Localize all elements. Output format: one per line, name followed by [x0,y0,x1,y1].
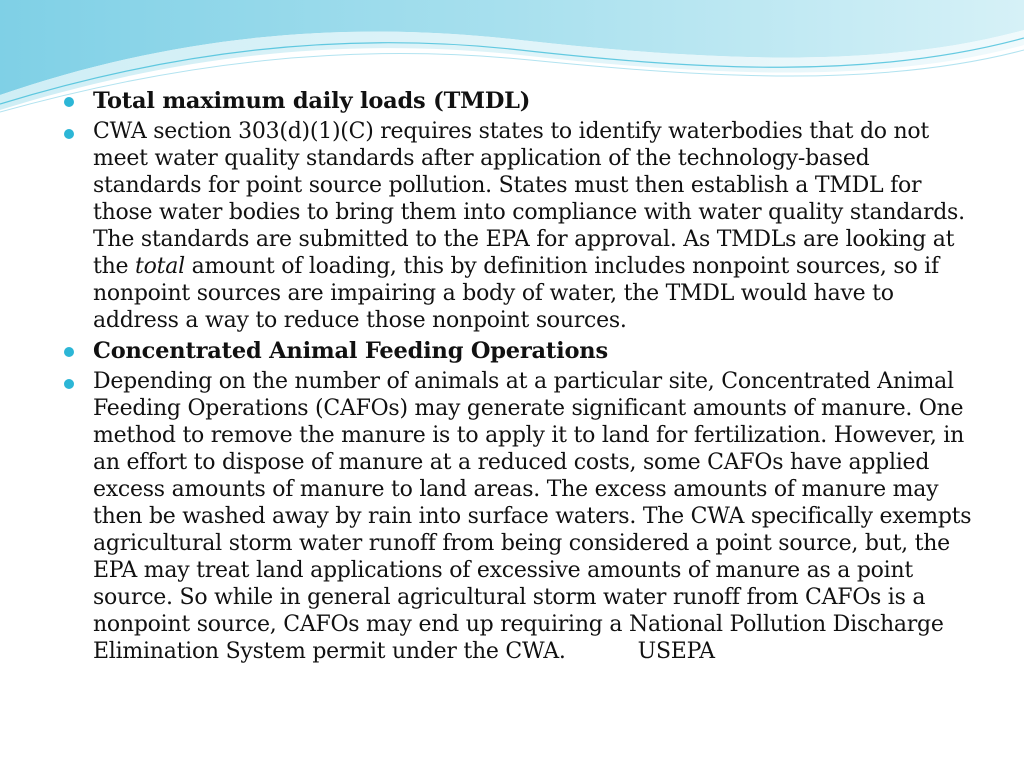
tmdl-italic-total: total [135,254,185,279]
cafo-paragraph [93,368,972,665]
source-attribution: USEPA [637,639,715,664]
bullet-dot-icon [64,129,74,139]
bullet-item-cafo-description [62,368,972,665]
tmdl-text-part1: CWA section 303(d)(1)(C) requires states to identify waterbodies that do not meet water quality standards after application of the technology-based standards for point source pollution. States must then establish a TMDL for those water bodies to bring them into compliance with water quality standards. The standards are submitted to the EPA for approval. As TMDLs are looking at the [93,119,965,279]
bullet-list [62,86,972,665]
cafo-heading: Concentrated Animal Feeding Operations [93,338,608,364]
tmdl-paragraph [93,118,972,334]
bullet-dot-icon [64,379,74,389]
tmdl-heading: Total maximum daily loads (TMDL) [93,88,531,114]
bullet-item-cafo-heading [62,336,972,366]
slide-body [62,86,972,667]
bullet-item-tmdl-description [62,118,972,334]
cafo-text: Depending on the number of animals at a particular site, Concentrated Animal Feeding Operations (CAFOs) may generate significant amounts of manure. One method to remove the manure is to apply it to land for fertilization. However, in an effort to dispose of manure at a reduced costs, some CAFOs have applied excess amounts of manure to land areas. The excess amounts of manure may then be washed away by rain into surface waters. The CWA specifically exempts agricultural storm water runoff from being considered a point source, but, the EPA may treat land applications of excessive amounts of manure as a point source. So while in general agricultural storm water runoff from CAFOs is a nonpoint source, CAFOs may end up requiring a National Pollution Discharge Elimination System permit under the CWA. [93,369,972,664]
bullet-dot-icon [64,347,74,357]
tmdl-text-part2: amount of loading, this by definition includes nonpoint sources, so if nonpoint sources are impairing a body of water, the TMDL would have to address a way to reduce those nonpoint sources. [93,254,939,333]
bullet-dot-icon [64,97,74,107]
bullet-item-tmdl-heading [62,86,972,116]
